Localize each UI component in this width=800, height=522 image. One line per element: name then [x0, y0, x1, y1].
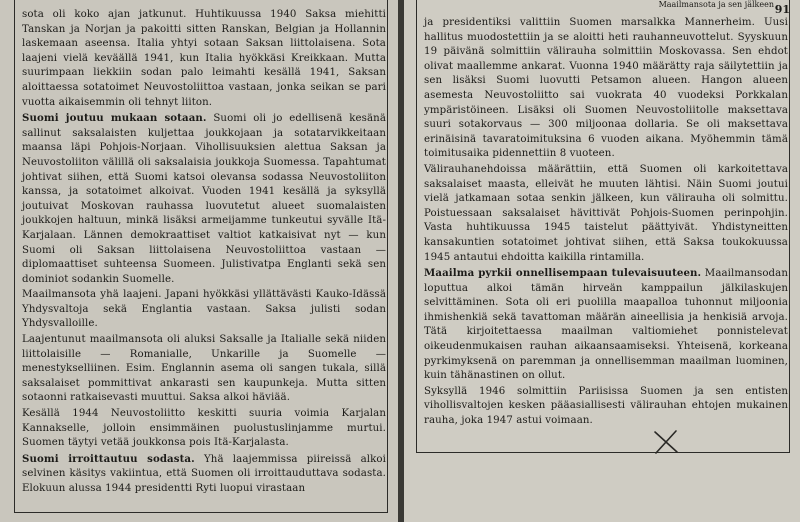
left-page	[0, 0, 398, 522]
paragraph-text: Kesällä 1944 Neuvostoliitto keskitti suuria voimia Karjalan Kannakselle, jolloin ensimmäinen puolustuslinjamme murtui. Suomen täytyi vetää joukkonsa pois Itä-Karjalasta.	[22, 408, 386, 449]
right-page	[404, 0, 800, 522]
paragraph-text: Syksyllä 1946 solmittiin Pariisissa Suomen ja sen entisten vihollisvaltojen kesken pääasiallisesti välirauhan ehtojen mukainen rauha, joka 1947 astui voimaan.	[424, 385, 788, 427]
left-paragraph	[22, 333, 386, 406]
right-paragraph	[424, 163, 788, 265]
section-heading: Maailma pyrkii onnellisempaan tulevaisuuteen.	[424, 267, 702, 280]
page-number: 91	[774, 3, 790, 16]
paragraph-text: Välirauhanehdoissa määrättiin, että Suomen oli karkoitettava saksalaiset maasta, elleivät he muuten lähtisi. Näin Suomi joutui vielä jatkamaan sotaa senkin jälkeen, kun välirauha oli solmittu. Poistuessaan saksalaiset hävittivät Pohjois-Suomen perinpohjin. Vasta huhtikuussa 1945 taistelut päättyivät. Yhdistyneitten kansakuntien sotatoimet johtivat siihen, että Saksa toukokuussa 1945 antautui ehdoitta kaikilla rintamilla.	[424, 163, 788, 263]
right-paragraph	[424, 16, 788, 162]
paragraph-text: Yhä laajemmissa piireissä alkoi selvinen käsitys vakiintua, että Suomen oli irroittauduttava sodasta. Elokuun alussa 1944 presidentti Ryti luopui virastaan	[22, 453, 386, 494]
left-page-body	[22, 8, 386, 497]
running-head: Maailmansota ja sen jälkeen	[658, 0, 774, 9]
paragraph-text: Maailmansodan loputtua alkoi tämän hirveän kamppailun jälkilaskujen selvittäminen. Sota oli eri puolilla maapalloa tuhonnut miljoonia ihmishenkiä sekä tavattoman määrän aineellisia ja henkisiä arvoja. Tätä kirjoitettaessa maailman valtiomiehet ponnistelevat oikeudenmukaisen rauhan aikaansaamiseksi. Yhteisenä, korkeana pyrkimyksenä on paremman ja onnellisemman maailman luominen, kuin tähänastinen on ollut.	[424, 268, 789, 382]
paragraph-text: Maailmansota yhä laajeni. Japani hyökkäsi yllättävästi Kauko-Idässä Yhdysvaltoja sekä Englantia vastaan. Saksa julisti sodan Yhdysvalloille.	[22, 289, 386, 330]
paragraph-text: sota oli koko ajan jatkunut. Huhtikuussa 1940 Saksa miehitti Tanskan ja Norjan ja pakoitti sitten Ranskan, Belgian ja Hollannin laskemaan aseensa. Italia yhtyi sotaan Saksan liittolaisena. Sota laajeni vielä keväällä 1941, kun Italia hyökkäsi Kreikkaan. Mutta suurimpaan liekkiin sodan palo leimahti kesällä 1941, Saksan aloittaessa sotatoimet Neuvostoliittoa vastaan, jonka seikan se pari vuotta aikaisemmin oli tehnyt liiton.	[22, 9, 386, 108]
right-paragraph	[424, 266, 788, 384]
paragraph-text: Suomi oli jo edellisenä kesänä sallinut saksalaisten kuljettaa joukkojaan ja sotatarvikkeitaan maansa läpi Pohjois-Norjaan. Vihollisuuksien alettua Saksan ja Neuvostoliiton välillä oli saksalaisia joukkoja Suomessa. Tapahtumat johtivat siihen, että Suomi katsoi olevansa sodassa Neuvostoliiton kanssa, ja sotatoimet alkoivat. Vuoden 1941 kesällä ja syksyllä joutuivat Moskovan rauhassa luovutetut alueet suomalaisten joukkojen haltuun, minkä lisäksi armeijamme tunkeutui syvälle Itä-Karjalaan. Lännen demokraattiset valtiot katkaisivat nyt — kun Suomi oli Saksan liittolaisena Neuvostoliittoa vastaan — diplomaattiset suhteensa Suomeen. Julistivatpa Englanti sekä sen dominiot sodankin Suomelle.	[22, 113, 386, 285]
handwritten-x-mark-icon	[652, 428, 680, 456]
paragraph-text: ja presidentiksi valittiin Suomen marsalkka Mannerheim. Uusi hallitus muodostettiin ja se aloitti heti rauhanneuvottelut. Syyskuun 19 päivänä solmittiin välirauha solmittiin Moskovassa. Sen ehdot olivat maallemme ankarat. Vuonna 1940 määrätty raja säilytettiin ja sen lisäksi Suomi luovutti Petsamon alueen. Hangon alueen asemesta Neuvostoliitto sai vuokrata 40 vuodeksi Porkkalan ympäristöineen. Lisäksi oli Suomen Neuvostoliitolle maksettava suuri sotakorvaus — 300 miljoonaa dollaria. Se oli maksettava erinäisinä tavaratoimituksina 6 vuoden aikana. Myöhemmin tämä toimitusaika pidennettiin 8 vuoteen.	[424, 17, 788, 160]
paragraph-text: Laajentunut maailmansota oli aluksi Saksalle ja Italialle sekä niiden liittolaisille — Romanialle, Unkarille ja Suomelle — menestykselliinen. Esim. Englannin asema oli sangen tukala, sillä saksalaiset pommittivat ankarasti sen kaupunkeja. Mutta sitten sotaonni ratkaisevasti muuttui. Saksa alkoi häviää.	[22, 334, 386, 404]
right-paragraph	[424, 385, 788, 429]
section-heading: Suomi joutuu mukaan sotaan.	[22, 112, 207, 125]
left-paragraph	[22, 452, 386, 497]
left-paragraph	[22, 8, 386, 110]
section-heading: Suomi irroittautuu sodasta.	[22, 452, 195, 465]
left-paragraph	[22, 111, 386, 287]
right-page-body	[424, 16, 788, 429]
left-paragraph	[22, 407, 386, 451]
left-paragraph	[22, 288, 386, 332]
